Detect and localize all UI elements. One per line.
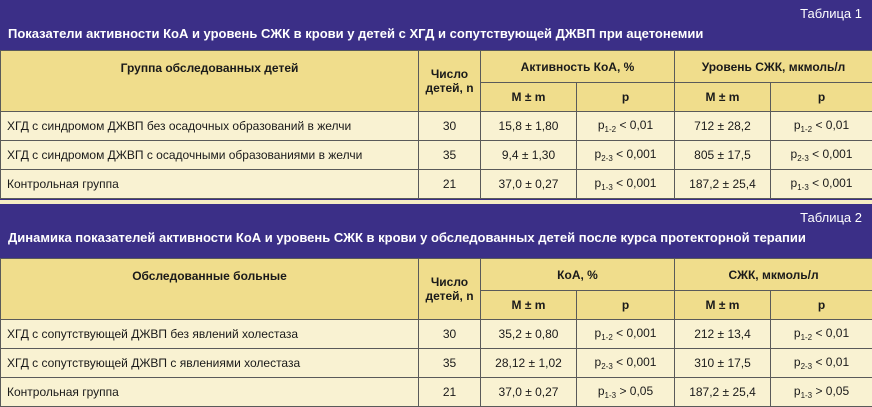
header-szk-mean: M ± m [675,291,771,320]
p-subscript: 1-2 [605,125,617,134]
cell-koa-mean: 15,8 ± 1,80 [481,112,577,141]
p-value: < 0,001 [613,326,657,340]
table-row [1,112,872,141]
p-symbol: p [595,147,602,161]
table-row [1,378,872,407]
cell-group: ХГД с сопутствующей ДЖВП с явлениями холестаза [1,349,419,378]
p-subscript: 1-2 [801,125,813,134]
table-1-title: Показатели активности КоА и уровень СЖК в крови у детей с ХГД и сопутствующей ДЖВП при ацетонемии [8,26,703,41]
cell-n: 21 [419,170,481,199]
cell-szk-mean: 805 ± 17,5 [675,141,771,170]
cell-n: 35 [419,141,481,170]
header-koa-mean: M ± m [481,83,577,112]
header-szk: СЖК, мкмоль/л [675,259,872,291]
p-value: < 0,01 [812,326,849,340]
cell-group: ХГД с синдромом ДЖВП с осадочными образованиями в желчи [1,141,419,170]
p-subscript: 2-3 [601,154,613,163]
cell-koa-p [577,170,675,199]
p-symbol: p [794,118,801,132]
header-group: Обследованные больные [1,259,419,320]
cell-group: ХГД с сопутствующей ДЖВП без явлений холестаза [1,320,419,349]
p-value: < 0,01 [812,118,849,132]
cell-koa-mean: 9,4 ± 1,30 [481,141,577,170]
p-symbol: p [794,384,801,398]
table-row [1,170,872,199]
header-szk-p: p [771,291,872,320]
cell-szk-p [771,141,872,170]
p-subscript: 2-3 [601,362,613,371]
p-value: > 0,05 [616,384,653,398]
header-koa: Активность КоА, % [481,51,675,83]
cell-koa-p [577,141,675,170]
cell-szk-mean: 187,2 ± 25,4 [675,170,771,199]
p-subscript: 2-3 [801,362,813,371]
cell-group: Контрольная группа [1,378,419,407]
p-value: < 0,01 [616,118,653,132]
table-1-number: Таблица 1 [800,6,862,21]
cell-koa-mean: 35,2 ± 0,80 [481,320,577,349]
cell-koa-p [577,112,675,141]
p-value: < 0,001 [613,355,657,369]
cell-szk-p [771,112,872,141]
cell-n: 30 [419,320,481,349]
p-subscript: 1-2 [801,333,813,342]
cell-koa-mean: 28,12 ± 1,02 [481,349,577,378]
p-symbol: p [598,118,605,132]
cell-szk-p [771,378,872,407]
cell-koa-mean: 37,0 ± 0,27 [481,378,577,407]
cell-koa-p [577,378,675,407]
header-koa-p: p [577,83,675,112]
p-subscript: 1-3 [601,183,613,192]
cell-szk-p [771,349,872,378]
p-subscript: 1-2 [601,333,613,342]
p-symbol: p [794,326,801,340]
header-group: Группа обследованных детей [1,51,419,112]
p-symbol: p [794,355,801,369]
header-szk: Уровень СЖК, мкмоль/л [675,51,872,83]
cell-group: Контрольная группа [1,170,419,199]
header-count-line1: Число [425,67,474,81]
header-count-line1: Число [425,275,474,289]
cell-koa-p [577,349,675,378]
p-value: < 0,01 [812,355,849,369]
p-value: < 0,001 [613,176,657,190]
cell-n: 21 [419,378,481,407]
cell-szk-mean: 187,2 ± 25,4 [675,378,771,407]
p-subscript: 2-3 [797,154,809,163]
p-symbol: p [791,176,798,190]
p-subscript: 1-3 [605,391,617,400]
cell-szk-mean: 212 ± 13,4 [675,320,771,349]
p-symbol: p [595,176,602,190]
cell-szk-p [771,170,872,199]
header-count [419,259,481,320]
p-value: < 0,001 [809,176,853,190]
cell-koa-p [577,320,675,349]
p-value: < 0,001 [613,147,657,161]
header-szk-p: p [771,83,872,112]
table-row [1,320,872,349]
cell-n: 35 [419,349,481,378]
header-szk-mean: M ± m [675,83,771,112]
header-count-line2: детей, n [425,81,474,95]
cell-group: ХГД с синдромом ДЖВП без осадочных образований в желчи [1,112,419,141]
cell-szk-mean: 712 ± 28,2 [675,112,771,141]
table-2-title: Динамика показателей активности КоА и уровень СЖК в крови у обследованных детей после курса протекторной терапии [8,230,806,245]
header-koa-mean: M ± m [481,291,577,320]
table-2-number: Таблица 2 [800,210,862,225]
p-subscript: 1-3 [801,391,813,400]
table-row [1,349,872,378]
header-koa: КоА, % [481,259,675,291]
p-symbol: p [791,147,798,161]
table-1 [0,50,872,199]
header-count [419,51,481,112]
p-symbol: p [595,326,602,340]
cell-koa-mean: 37,0 ± 0,27 [481,170,577,199]
p-value: < 0,001 [809,147,853,161]
table-row [1,141,872,170]
cell-n: 30 [419,112,481,141]
header-koa-p: p [577,291,675,320]
p-subscript: 1-3 [797,183,809,192]
table-2 [0,258,872,407]
cell-szk-p [771,320,872,349]
p-value: > 0,05 [812,384,849,398]
header-count-line2: детей, n [425,289,474,303]
p-symbol: p [598,384,605,398]
p-symbol: p [595,355,602,369]
cell-szk-mean: 310 ± 17,5 [675,349,771,378]
